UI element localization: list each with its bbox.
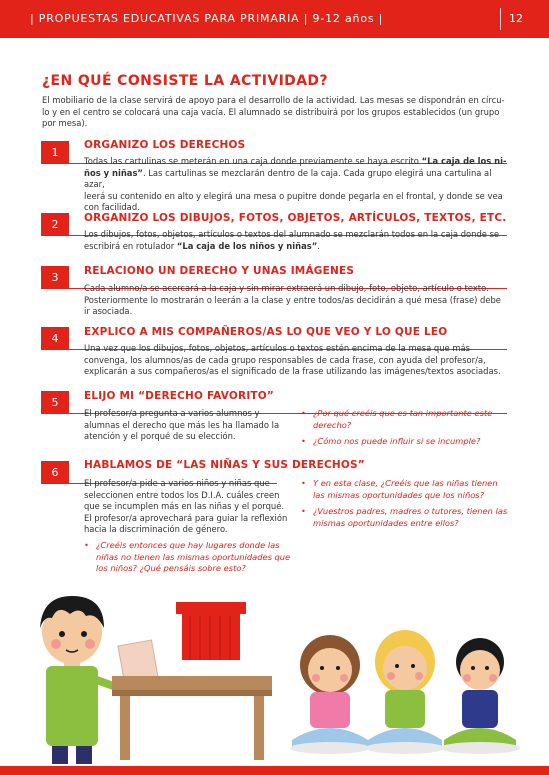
step-title-1: ORGANIZO LOS DERECHOS xyxy=(84,139,246,151)
step-body-4 xyxy=(84,343,508,378)
body-text: alumnas el derecho que más les ha llamado la xyxy=(84,419,280,430)
box-of-rights xyxy=(176,602,246,660)
question-item: • ¿Cómo nos puede influir si se incumple? xyxy=(301,436,511,448)
page-title: ¿EN QUÉ CONSISTE LA ACTIVIDAD? xyxy=(42,73,328,89)
step-number-1: 1 xyxy=(41,141,69,164)
body-bold: ños y niñas” xyxy=(84,167,143,178)
intro-line: por mesa). xyxy=(42,118,88,128)
boy-figure xyxy=(440,638,520,754)
step-number-3: 3 xyxy=(41,266,69,289)
intro-line: lo y en el centro se colocará una caja vacía. El alumnado se distribuirá por los grupos establecidos (un grupo xyxy=(42,106,500,117)
step-title-6: HABLAMOS DE “LAS NIÑAS Y SUS DERECHOS” xyxy=(84,459,365,471)
body-text: hacia la discriminación de género. xyxy=(84,524,228,534)
step-body-6 xyxy=(84,478,296,536)
header-divider xyxy=(500,8,501,30)
step-number-5: 5 xyxy=(41,391,69,414)
question-item: • ¿Creéis entonces que hay lugares donde las niñas no tienen las mismas oportunidades que los niños? ¿Qué pensáis sobre esto? xyxy=(84,540,309,575)
body-text: . xyxy=(317,240,320,251)
body-text: Posteriormente lo mostrarán o leerán a la clase y entre todos/as decidirán a qué mesa (frase) debe xyxy=(84,294,501,305)
page-number: 12 xyxy=(509,12,523,25)
question-list-6-right xyxy=(301,478,516,534)
step-title-5: ELIJO MI “DERECHO FAVORITO” xyxy=(84,390,275,402)
body-text: leerá su contenido en alto y elegirá una mesa o pupitre donde pegarla en el frontal, y donde se vea xyxy=(84,190,503,201)
body-text: convenga, los alumnos/as de cada grupo responsables de cada frase, con ayuda del profesor/a, xyxy=(84,354,486,365)
body-text: . Las cartulinas se mezclarán dentro de la caja. Cada grupo elegirá una cartulina al azar, xyxy=(84,167,492,189)
step-number-4: 4 xyxy=(41,327,69,350)
body-text: atención y el porqué de su elección. xyxy=(84,431,236,441)
girl-figure xyxy=(365,630,445,754)
question-list-6-left xyxy=(84,540,309,580)
step-number-6: 6 xyxy=(41,461,69,484)
header-bar xyxy=(0,0,549,38)
body-bold: “La caja de los ni- xyxy=(421,156,507,166)
desk xyxy=(112,676,272,760)
question-item: • ¿Por qué creéis que es tan importante este derecho? xyxy=(301,408,511,431)
header-title: | PROPUESTAS EDUCATIVAS PARA PRIMARIA | 9-12 años | xyxy=(30,12,384,25)
question-item: • ¿Vuestros padres, madres o tutores, tienen las mismas oportunidades entre ellos? xyxy=(301,506,516,529)
body-text: que se incumplen más en las niñas y el porqué. xyxy=(84,501,285,511)
body-bold: “La caja de los niños y niñas” xyxy=(176,240,318,251)
question-list-5 xyxy=(301,408,511,453)
step-number-2: 2 xyxy=(41,213,69,236)
body-text: explicarán a sus compañeros/as el significado de la frase utilizando las imágenes/textos asociadas. xyxy=(84,366,501,376)
body-text: ir asociada. xyxy=(84,306,133,316)
step-title-3: RELACIONO UN DERECHO Y UNAS IMÁGENES xyxy=(84,265,355,277)
body-text: escribirá en rotulador xyxy=(84,240,177,251)
body-text: El profesor/a pide a varios niños y niñas que xyxy=(84,478,270,488)
step-title-2: ORGANIZO LOS DIBUJOS, FOTOS, OBJETOS, ARTÍCULOS, TEXTOS, ETC. xyxy=(84,212,507,224)
body-text: con facilidad. xyxy=(84,202,140,212)
intro-paragraph xyxy=(42,95,508,130)
intro-line: El mobiliario de la clase servirá de apoyo para el desarrollo de la actividad. Las mesas se dispondrán en círcu- xyxy=(42,95,505,105)
step-body-3 xyxy=(84,283,508,318)
question-item: • Y en esta clase, ¿Creéis que las niñas tienen las mismas oportunidades que los niños? xyxy=(301,478,516,501)
step-body-2 xyxy=(84,229,508,252)
classroom-illustration xyxy=(0,590,549,775)
body-text: Los dibujos, fotos, objetos, artículos o textos del alumnado se mezclarán todos en la caja donde se xyxy=(84,229,500,239)
girl-figure xyxy=(290,635,370,754)
body-text: Cada alumno/a se acercará a la caja y sin mirar extraerá un dibujo, foto, objeto, artículo o texto. xyxy=(84,283,489,293)
step-body-1 xyxy=(84,156,508,214)
body-text: Todas las cartulinas se meterán en una caja donde previamente se haya escrito xyxy=(84,156,422,166)
body-text: seleccionen entre todos los D.I.A. cuáles creen xyxy=(84,489,280,500)
body-text: El profesor/a pregunta a varios alumnos y xyxy=(84,408,260,418)
body-text: El profesor/a aprovechará para guiar la reflexión xyxy=(84,512,288,523)
step-title-4: EXPLICO A MIS COMPAÑEROS/AS LO QUE VEO Y LO QUE LEO xyxy=(84,326,448,338)
body-text: Una vez que los dibujos, fotos, objetos, artículos o textos estén encima de la mesa que más xyxy=(84,343,471,353)
footer-bar xyxy=(0,766,549,775)
step-body-5 xyxy=(84,408,294,443)
